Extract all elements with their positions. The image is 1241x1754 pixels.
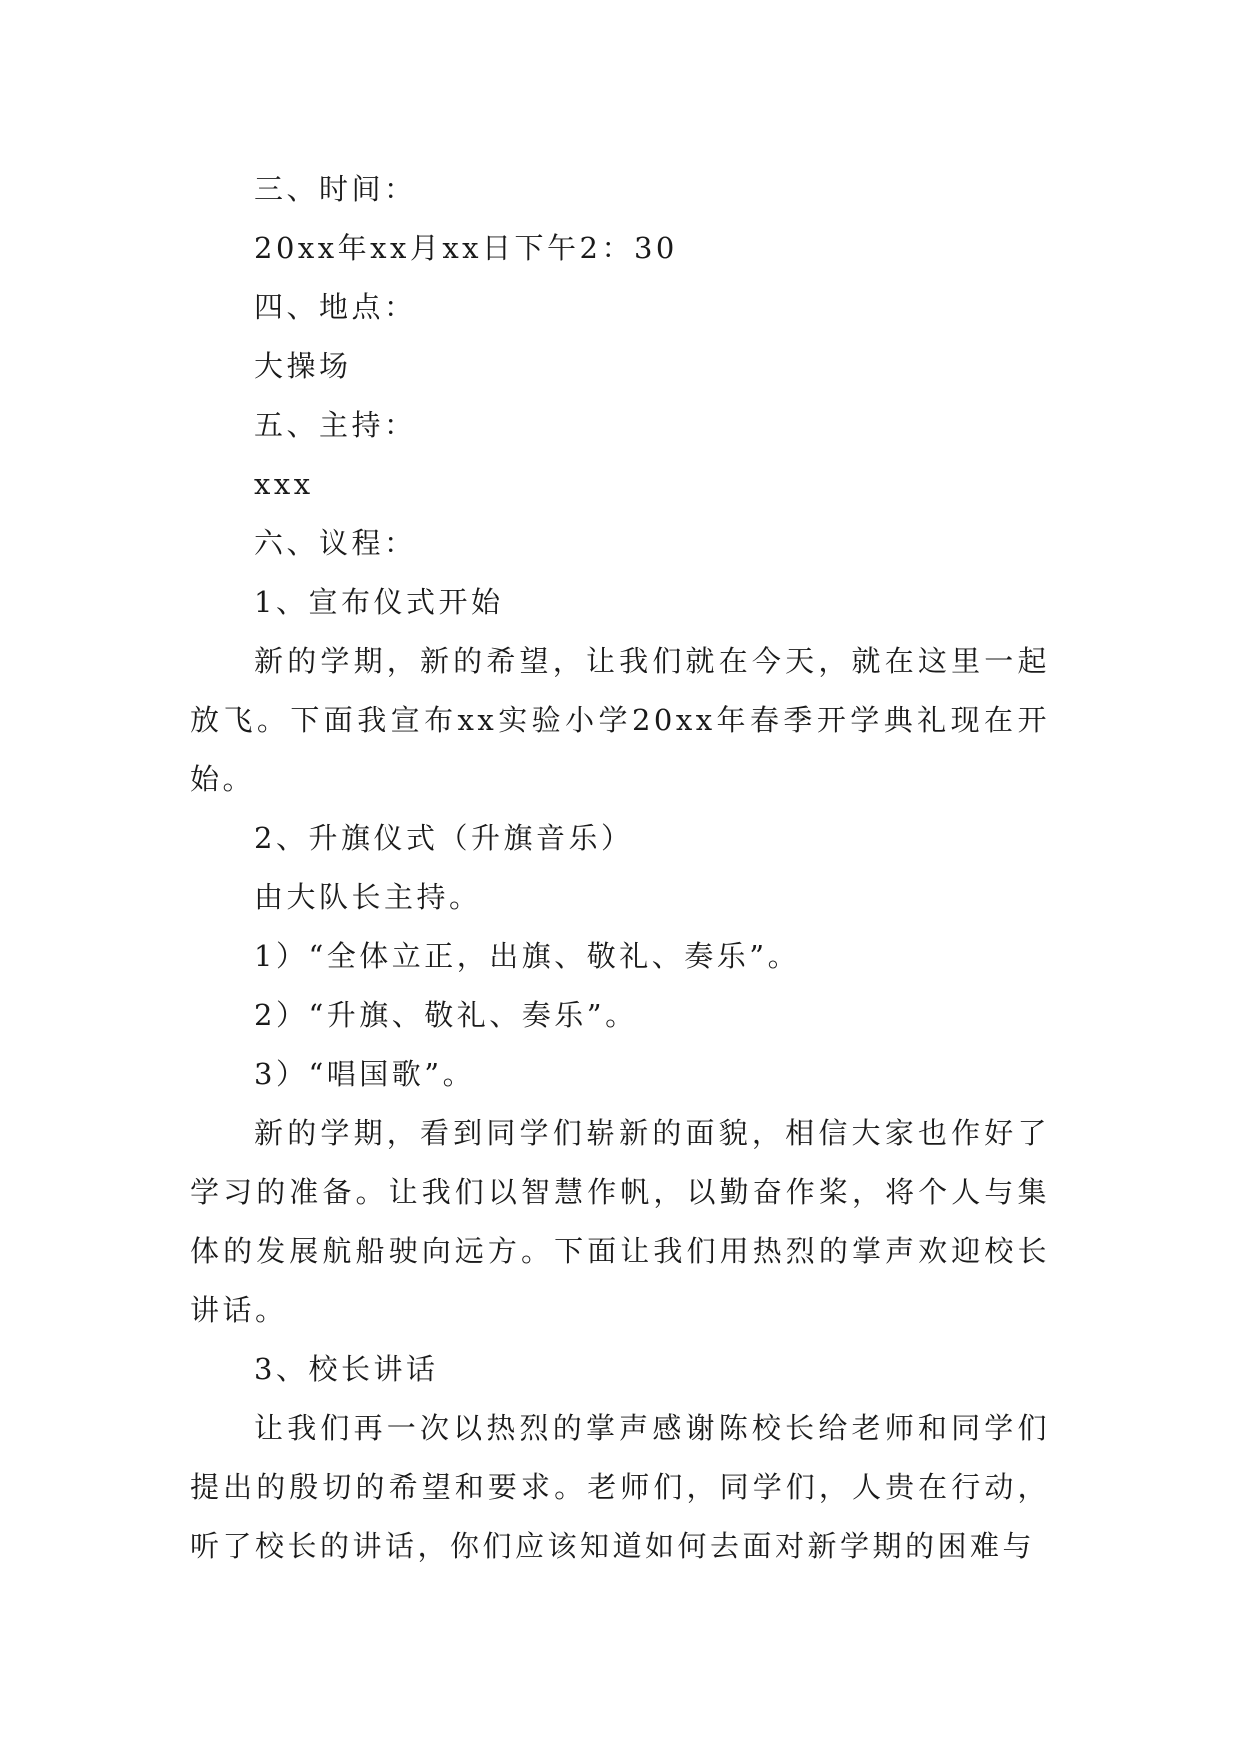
welcome-principal-paragraph: 新的学期，看到同学们崭新的面貌，相信大家也作好了学习的准备。让我们以智慧作帆，以勤奋作桨，将个人与集体的发展航船驶向远方。下面让我们用热烈的掌声欢迎校长讲话。 [190,1116,1050,1327]
opening-paragraph: 新的学期，新的希望，让我们就在今天，就在这里一起放飞。下面我宣布xx实验小学20xx年春季开学典礼现在开始。 [190,644,1050,796]
agenda-item-2: 2、升旗仪式（升旗音乐） [254,821,634,855]
flag-step-1: 1）“全体立正，出旗、敬礼、奏乐”。 [254,939,801,973]
host-value: xxx [254,467,314,501]
place-value: 大操场 [254,349,352,383]
thanks-paragraph: 让我们再一次以热烈的掌声感谢陈校长给老师和同学们提出的殷切的希望和要求。老师们，同学们，人贵在行动，听了校长的讲话，你们应该知道如何去面对新学期的困难与 [190,1411,1050,1563]
time-value: 20xx年xx月xx日下午2：30 [254,231,678,265]
flag-step-2: 2）“升旗、敬礼、奏乐”。 [254,998,638,1032]
hosted-by-line: 由大队长主持。 [254,880,482,914]
heading-time: 三、时间： [254,172,417,206]
heading-place: 四、地点： [254,290,417,324]
agenda-item-3: 3、校长讲话 [254,1352,439,1386]
heading-agenda: 六、议程： [254,526,417,560]
document-body [190,160,1050,1576]
agenda-item-1: 1、宣布仪式开始 [254,585,504,619]
flag-step-3: 3）“唱国歌”。 [254,1057,476,1091]
heading-host: 五、主持： [254,408,417,442]
